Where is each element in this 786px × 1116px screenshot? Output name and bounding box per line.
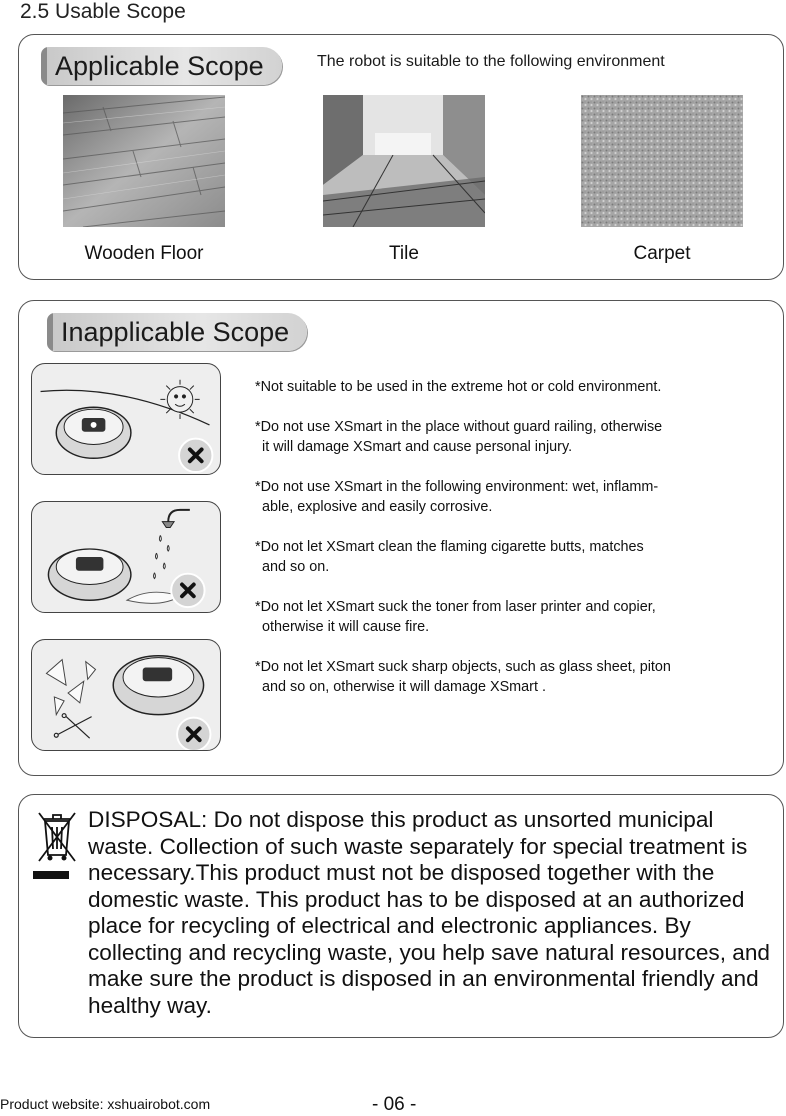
- rule-extreme-temperature: [255, 377, 755, 397]
- prohibited-icon: [179, 439, 212, 472]
- rule-hazardous-environment: [255, 477, 755, 517]
- tile-floor-image: [323, 95, 485, 227]
- rule-line-continued: able, explosive and easily corrosive.: [262, 499, 493, 515]
- rule-flaming-objects: [255, 537, 755, 577]
- rule-guard-railing: [255, 417, 755, 457]
- rule-line: *Do not let XSmart clean the flaming cigarette butts, matches: [255, 539, 644, 555]
- wooden-floor-image: [63, 95, 225, 227]
- rule-printer-toner: [255, 597, 755, 637]
- section-heading: 2.5 Usable Scope: [20, 0, 186, 23]
- rule-line-continued: otherwise it will cause fire.: [262, 619, 430, 635]
- rule-line: *Do not use XSmart in the place without guard railing, otherwise: [255, 419, 663, 435]
- rule-line-continued: and so on.: [262, 559, 330, 575]
- rule-sharp-objects: [255, 657, 755, 697]
- rule-line: *Do not let XSmart suck the toner from laser printer and copier,: [255, 599, 656, 615]
- rule-line: *Not suitable to be used in the extreme hot or cold environment.: [255, 379, 662, 395]
- applicable-scope-tab: Applicable Scope: [41, 47, 282, 85]
- scene-extreme-temperature: [31, 363, 221, 475]
- rule-line: *Do not let XSmart suck sharp objects, such as glass sheet, piton: [255, 659, 671, 675]
- carpet-image: [581, 95, 743, 227]
- product-website: Product website: xshuairobot.com: [0, 1096, 211, 1112]
- disposal-panel: [18, 794, 784, 1038]
- page-number: - 06 -: [372, 1094, 417, 1115]
- disposal-text: DISPOSAL: Do not dispose this product as unsorted municipal waste. Collection of such waste separately for special treatment is necessary.This product must not be disposed together with the domestic waste. This product has to be disposed at an authorized place for recycling of electrical and electronic appliances. By collecting and recycling waste, you help save natural resources, and make sure the product is disposed in an environmental friendly and healthy way.: [88, 807, 770, 1018]
- applicable-intro: The robot is suitable to the following environment: [317, 53, 665, 70]
- disposal-marker-bar: [33, 871, 69, 879]
- crossed-out-bin-icon: [35, 809, 79, 863]
- scene-wet-environment: [31, 501, 221, 613]
- applicable-scope-panel: [18, 34, 784, 280]
- floor-label-carpet: Carpet: [633, 243, 691, 264]
- rule-line-continued: it will damage XSmart and cause personal injury.: [262, 439, 573, 455]
- floor-label-tile: Tile: [389, 243, 419, 264]
- prohibited-icon: [171, 574, 204, 607]
- rule-line: *Do not use XSmart in the following environment: wet, inflamm-: [255, 479, 659, 495]
- floor-label-wooden: Wooden Floor: [84, 243, 204, 264]
- inapplicable-scope-panel: [18, 300, 784, 776]
- rule-line-continued: and so on, otherwise it will damage XSmart .: [262, 679, 546, 695]
- prohibited-icon: [177, 718, 210, 750]
- scene-sharp-objects: [31, 639, 221, 751]
- inapplicable-scope-tab: Inapplicable Scope: [47, 313, 307, 351]
